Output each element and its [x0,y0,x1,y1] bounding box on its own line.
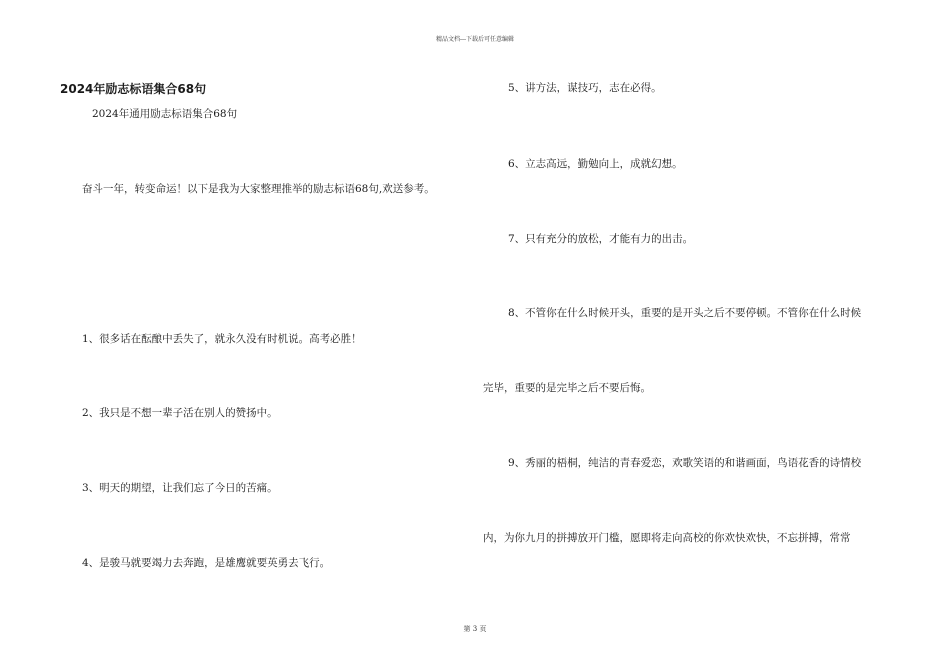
header-note: 精品文档---下载后可任意编辑 [435,36,515,43]
document-subtitle: 2024年通用励志标语集合68句 [92,108,238,120]
list-item: 2、我只是不想一辈子活在别人的赞扬中。 [82,407,278,419]
list-item: 8、不管你在什么时候开头，重要的是开头之后不要停顿。不管你在什么时候 [508,307,862,319]
list-item: 1、很多话在酝酿中丢失了，就永久没有时机说。高考必胜！ [82,333,362,345]
page-number: 第 3 页 [463,625,487,633]
list-item-continuation: 内，为你九月的拼搏放开门槛，愿即将走向高校的你欢快欢快，不忘拼搏，常常 [483,532,851,544]
list-item: 7、只有充分的放松，才能有力的出击。 [508,233,694,245]
intro-paragraph: 奋斗一年，转变命运！以下是我为大家整理推举的励志标语68句,欢送参考。 [82,183,435,195]
document-title: 2024年励志标语集合68句 [60,82,207,96]
list-item: 9、秀丽的梧桐，纯洁的青春爱恋，欢歌笑语的和谐画面，鸟语花香的诗情校 [508,457,862,469]
list-item: 4、是骏马就要竭力去奔跑，是雄鹰就要英勇去飞行。 [82,557,331,569]
list-item-continuation: 完毕，重要的是完毕之后不要后悔。 [483,382,651,394]
list-item: 3、明天的期望，让我们忘了今日的苦痛。 [82,482,278,494]
list-item: 6、立志高远，勤勉向上，成就幻想。 [508,158,683,170]
list-item: 5、讲方法，谋技巧，志在必得。 [508,82,662,94]
